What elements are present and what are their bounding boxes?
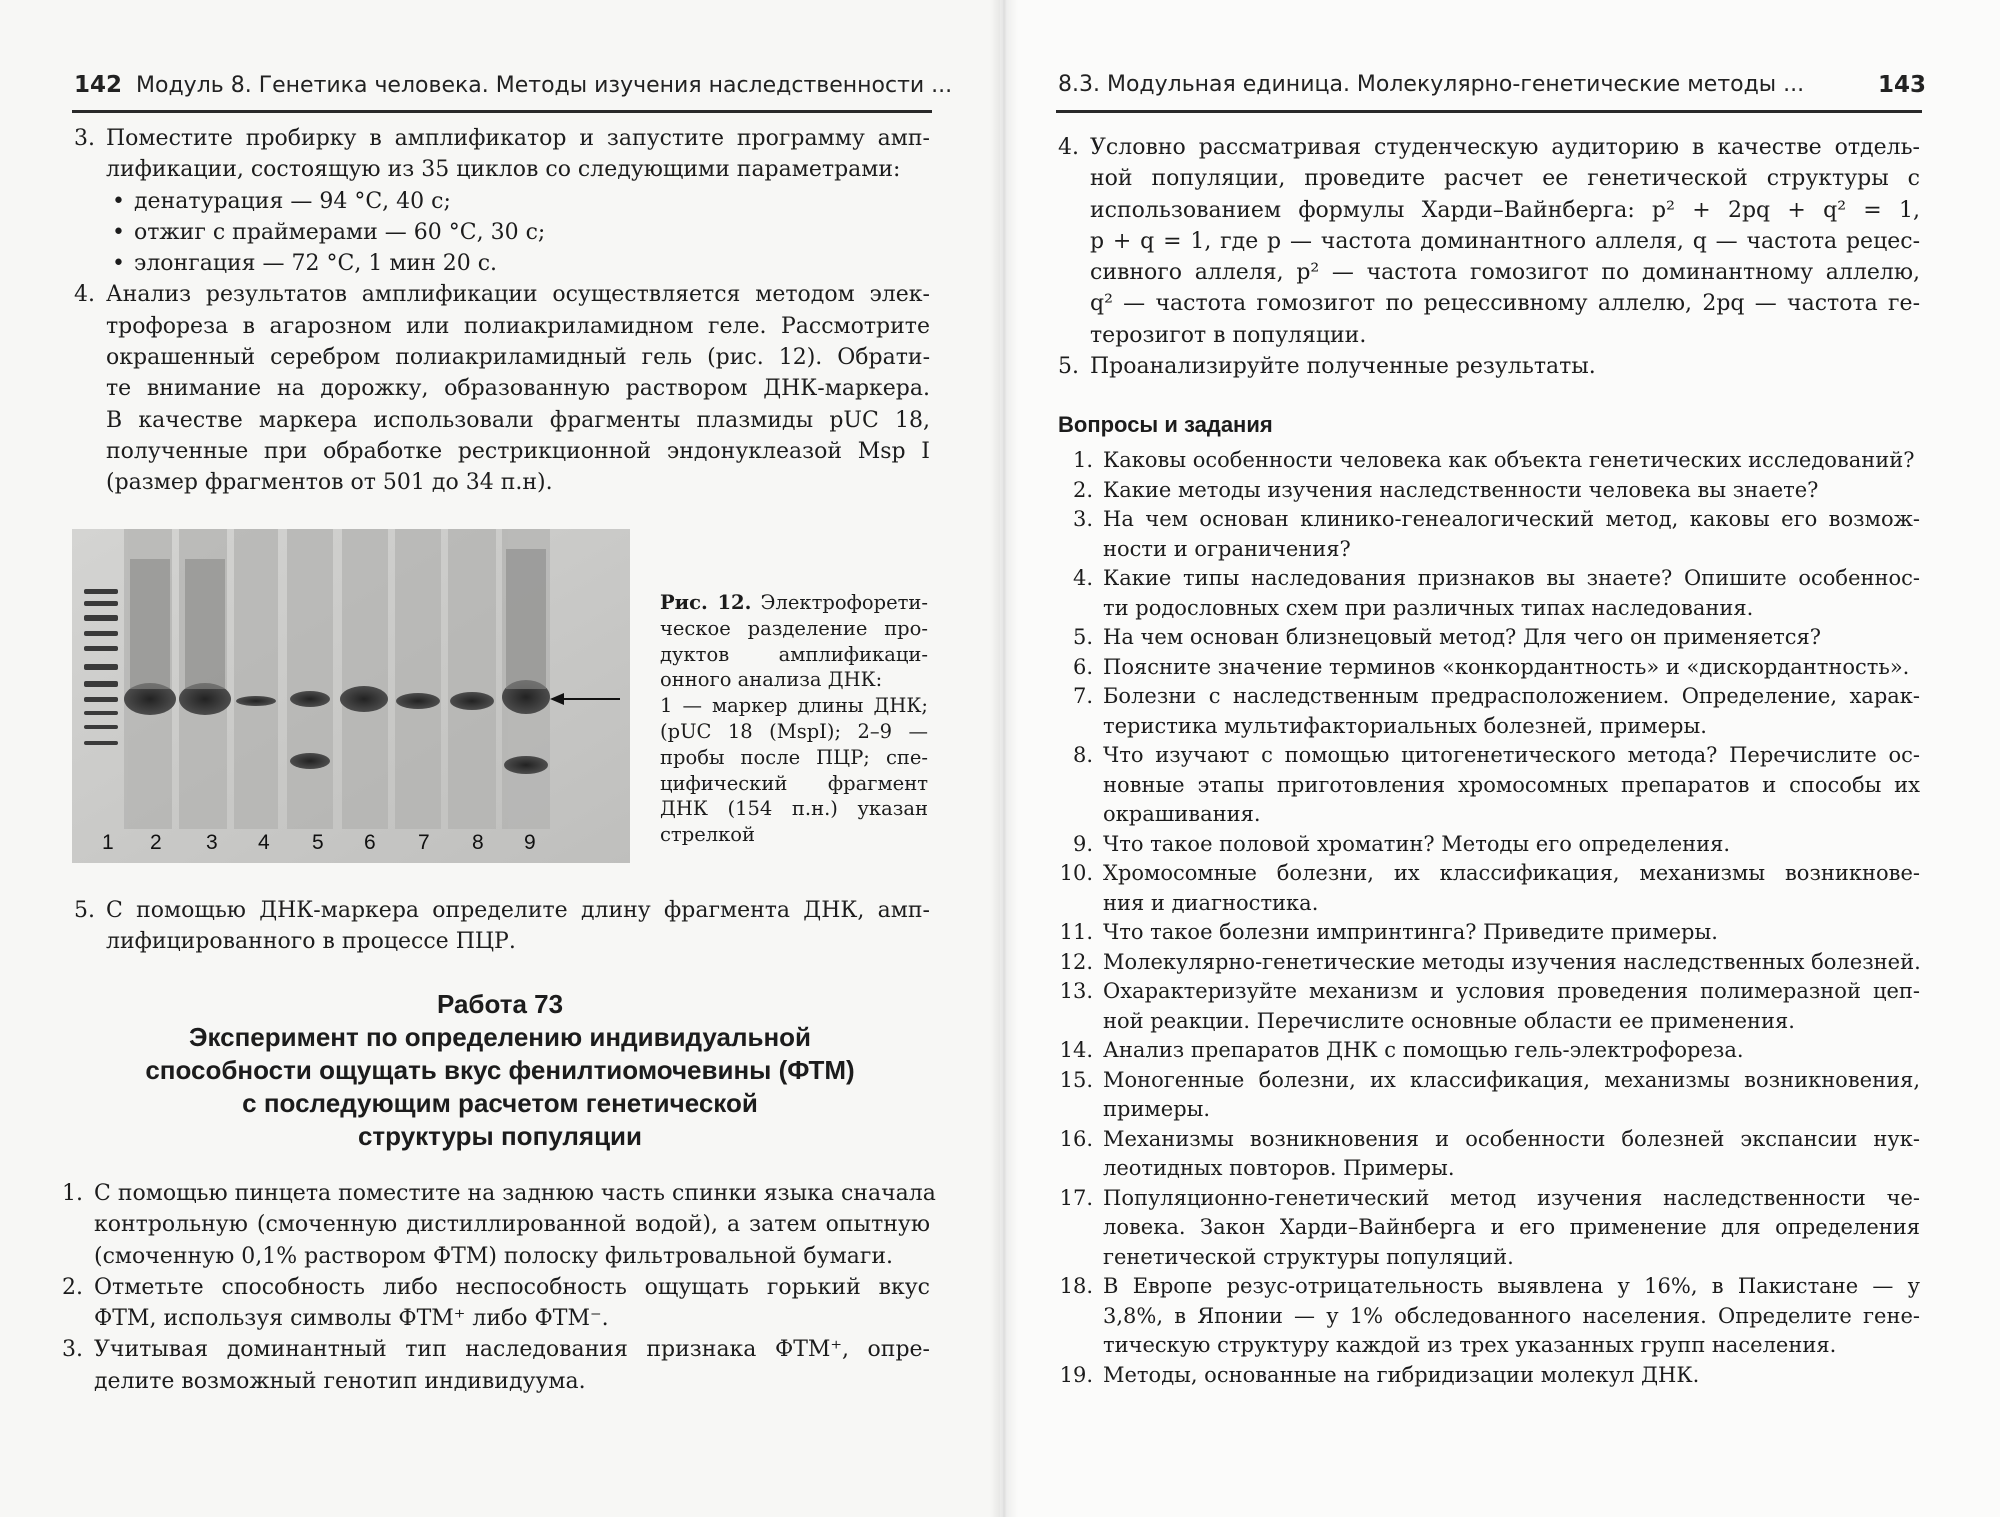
right-step-4: 4. Условно рассматривая студенческую аудиторию в качестве отдель- ной популяции, проведите расчет ее генетической структуры с использованием формулы Харди–Вайнберга: p² + 2pq + q² = 1, p + q = 1, где p — частота доминантного аллеля, q — частота рецес- сивного аллеля, p² — частота гомозигот по доминантному аллелю, q² — частота гомозигот по рецессивному аллелю, 2pq — частота ге- терозигот в популяции. 5. Проанализируйте полученные результаты. xyxy=(1058,132,1920,382)
left-step-4: 4. Анализ результатов амплификации осуществляется методом элек- трофореза в агарозном или полиакриламидном геле. Рассмотрите окрашенный серебром полиакриламидный гель (рис. 12). Обрати- те внимание на дорожку, образованную раствором ДНК-маркера. В качестве маркера использовали фрагменты плазмиды pUC 18, полученные при обработке рестрикционной эндонуклеазой Msp I (размер фрагментов от 501 до 34 п.н). xyxy=(74,282,930,496)
right-header-title: 8.3. Модульная единица. Молекулярно-генетические методы ... xyxy=(1058,72,1805,97)
question-item: 8. Что изучают с помощью цитогенетического метода? Перечислите ос- новные этапы приготовления хромосомных препаратов и способы их окрашивания. xyxy=(1072,743,1920,826)
questions-heading: Вопросы и задания xyxy=(1058,412,1273,437)
left-header-title: Модуль 8. Генетика человека. Методы изучения наследственности ... xyxy=(136,73,953,98)
work-step: 2. Отметьте способность либо неспособность ощущать горький вкус ФТМ, используя символы ФТМ⁺ либо ФТМ⁻. xyxy=(62,1274,930,1332)
work-title-line: с последующим расчетом генетической xyxy=(242,1088,758,1118)
left-step-5: 5. С помощью ДНК-маркера определите длину фрагмента ДНК, амп- лифицированного в процессе ПЦР. xyxy=(74,898,930,955)
work-title-line: Эксперимент по определению индивидуальной xyxy=(188,1022,812,1052)
questions-list xyxy=(1048,446,1920,1390)
book-spine-shadow xyxy=(990,0,1018,1517)
question-item: 19. Методы, основанные на гибридизации молекул ДНК. xyxy=(1059,1362,1700,1387)
lane-label: 5 xyxy=(312,831,324,854)
question-item: 9. Что такое половой хроматин? Методы его определения. xyxy=(1072,831,1731,856)
question-item: 18. В Европе резус-отрицательность выявлена у 16%, в Пакистане — у 3,8%, в Японии — у 1% обследованного населения. Определите гене- тическую структуру каждой из трех указанных групп населения. xyxy=(1059,1274,1920,1357)
lane-label: 8 xyxy=(472,831,484,854)
bullet-item: • денатурация — 94 °С, 40 с; xyxy=(112,188,451,214)
question-item: 15. Моногенные болезни, их классификация, механизмы возникновения, примеры. xyxy=(1059,1067,1920,1121)
lane-label: 9 xyxy=(524,831,536,854)
right-running-header xyxy=(1058,72,1804,97)
bullet-item: • отжиг с праймерами — 60 °С, 30 с; xyxy=(112,219,546,245)
lane-label: 1 xyxy=(102,831,114,854)
figure-caption: Рис. 12. Электрофорети- ческое разделение про- дуктов амплификаци- онного анализа ДНК: 1 — маркер длины ДНК; (pUC 18 (MspI); 2–9 — пробы после ПЦР; спе- цифический фрагмент ДНК (154 п.н.) указан стрелкой xyxy=(660,591,928,847)
right-header-rule xyxy=(1056,110,1922,113)
lane-labels xyxy=(72,831,630,863)
lane-label: 7 xyxy=(418,831,430,854)
work-title-line: способности ощущать вкус фенилтиомочевины (ФТМ) xyxy=(145,1055,855,1085)
question-item: 16. Механизмы возникновения и особенности болезней экспансии нук- леотидных повторов. Примеры. xyxy=(1059,1126,1920,1180)
left-step-3: 3. Поместите пробирку в амплификатор и запустите программу амп- лификации, состоящую из 35 циклов со следующими параметрами: • денатурация — 94 °С, 40 с; • отжиг с праймерами — 60 °С, 30 с; • элонгация — 72 °С, 1 мин 20 с. 4. Анализ результатов амплификации осуществляется методом элек- трофореза в агарозном или полиакриламидном геле. Рассмотрите окрашенный серебром полиакриламидный гель (рис. 12). Обрати- те внимание на дорожку, образованную раствором ДНК-маркера. В качестве маркера использовали фрагменты плазмиды pUC 18, полученные при обработке рестрикционной эндонуклеазой Msp I (размер фрагментов от 501 до 34 п.н). xyxy=(74,123,930,499)
question-item: 4. Какие типы наследования признаков вы знаете? Опишите особеннос- ти родословных схем при различных типах наследования. xyxy=(1072,566,1920,620)
work-number: Работа 73 xyxy=(436,989,564,1019)
left-page-number: 142 xyxy=(74,72,123,98)
lane-label: 4 xyxy=(258,831,270,854)
question-item: 17. Популяционно-генетический метод изучения наследственности че- ловека. Закон Харди–Вайнберга и его применение для определения генетической структуры популяций. xyxy=(1059,1185,1920,1269)
question-item: 3. На чем основан клинико-генеалогический метод, каковы его возмож- ности и ограничения? xyxy=(1072,507,1920,561)
gel-image xyxy=(72,529,630,863)
figure-label: Рис. 12. xyxy=(660,591,752,614)
question-item: 2. Какие методы изучения наследственности человека вы знаете? xyxy=(1072,477,1819,502)
question-item: 5. На чем основан близнецовый метод? Для чего он применяется? xyxy=(1072,625,1822,649)
right-page-number-wrap xyxy=(1878,72,1926,98)
lane-label: 3 xyxy=(206,831,218,854)
question-item: 14. Анализ препаратов ДНК с помощью гель-электрофореза. xyxy=(1059,1038,1744,1062)
lane-label: 2 xyxy=(150,831,162,854)
left-running-header xyxy=(74,72,952,98)
work-step: 1. С помощью пинцета поместите на заднюю часть спинки языка сначала контрольную (смоченную дистиллированной водой), а затем опытную (смоченную 0,1% раствором ФТМ) полоску фильтровальной бумаги. xyxy=(62,1181,936,1269)
question-item: 10. Хромосомные болезни, их классификация, механизмы возникнове- ния и диагностика. xyxy=(1059,861,1920,915)
work-step: 3. Учитывая доминантный тип наследования признака ФТМ⁺, опре- делите возможный генотип индивидуума. xyxy=(62,1337,930,1394)
work-heading xyxy=(70,988,930,1153)
left-header-rule xyxy=(72,110,932,113)
gel-electrophoresis-image xyxy=(72,529,630,863)
right-page-number: 143 xyxy=(1878,72,1927,98)
question-item: 13. Охарактеризуйте механизм и условия проведения полимеразной цеп- ной реакции. Перечислите основные области ее применения. xyxy=(1059,979,1920,1033)
question-item: 6. Поясните значение терминов «конкордантность» и «дискордантность». xyxy=(1072,654,1910,679)
question-item: 7. Болезни с наследственным предрасположением. Определение, харак- теристика мультифакториальных болезней, примеры. xyxy=(1072,684,1920,738)
work-title-line: структуры популяции xyxy=(357,1121,643,1151)
right-step-5: 5. Проанализируйте полученные результаты. xyxy=(1058,354,1596,380)
question-item: 12. Молекулярно-генетические методы изучения наследственных болезней. xyxy=(1059,949,1921,974)
bullet-item: • элонгация — 72 °С, 1 мин 20 с. xyxy=(112,251,498,277)
question-item: 1. Каковы особенности человека как объекта генетических исследований? xyxy=(1072,448,1915,472)
question-item: 11. Что такое болезни импринтинга? Приведите примеры. xyxy=(1059,920,1718,944)
right-page xyxy=(1000,0,2000,1517)
work-steps xyxy=(62,1178,936,1397)
lane-label: 6 xyxy=(364,831,376,854)
